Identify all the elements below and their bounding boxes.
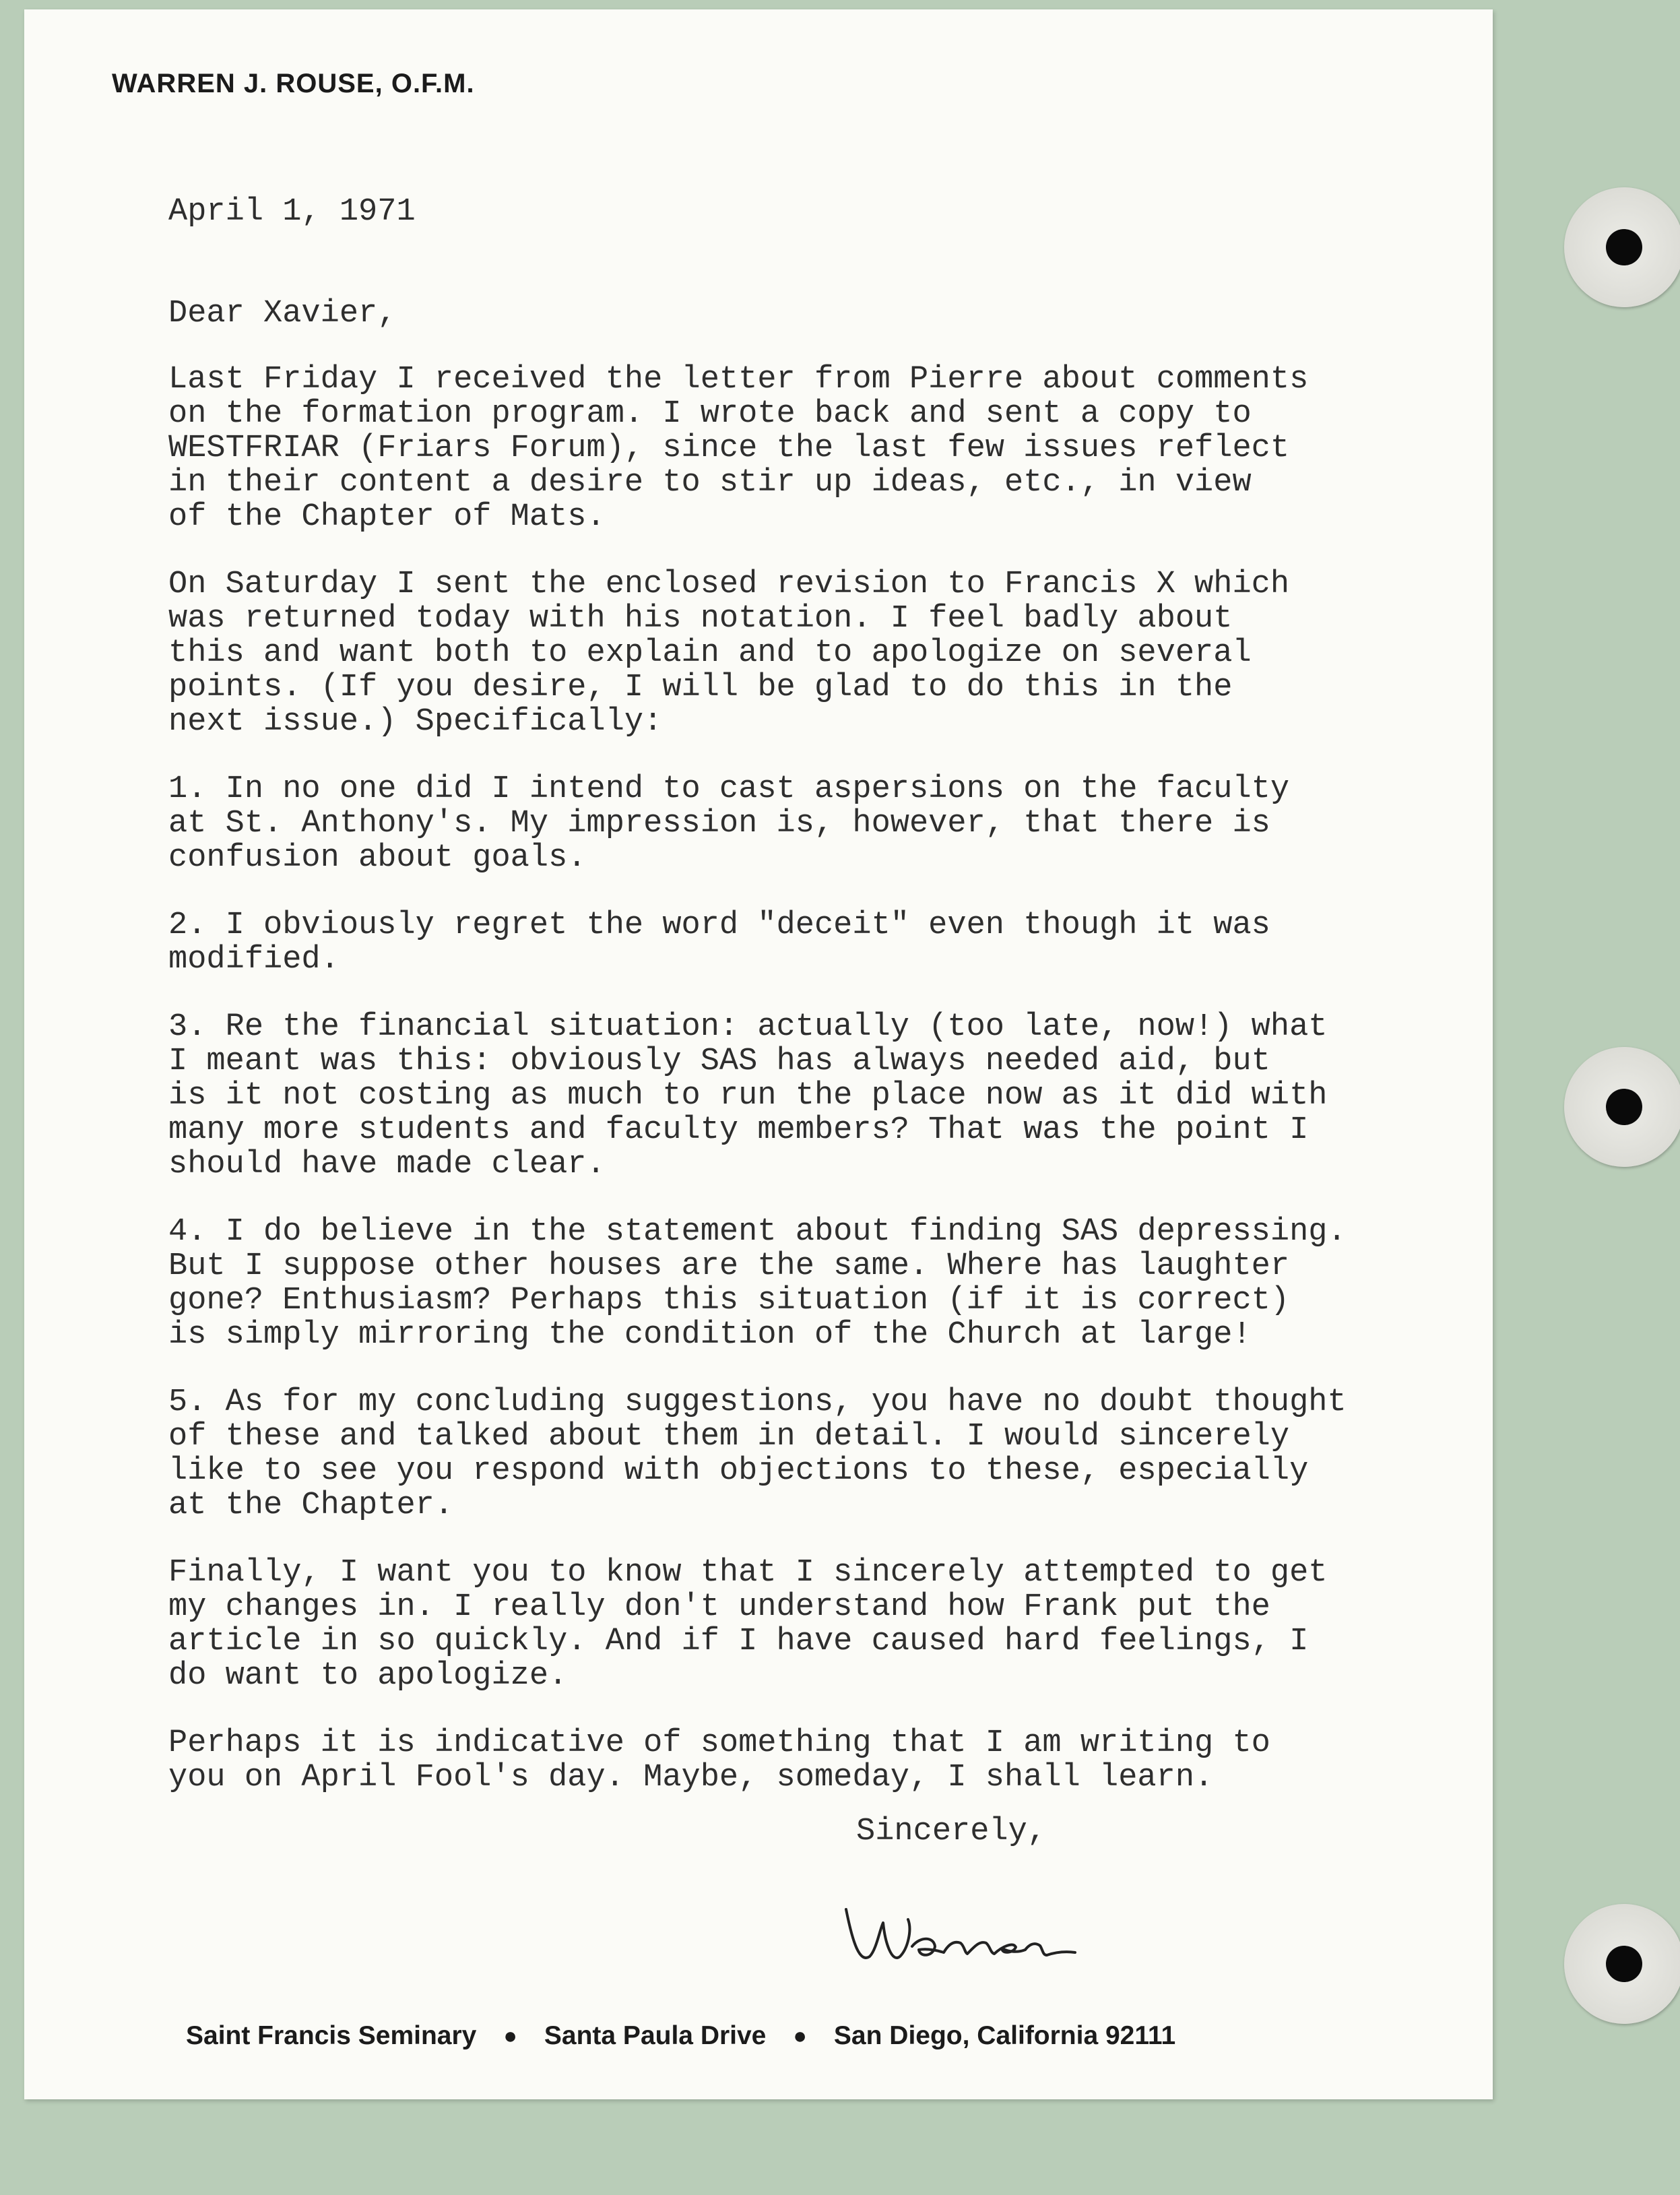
footer-institution: Saint Francis Seminary [186, 2021, 477, 2050]
letterhead-footer [186, 2021, 1398, 2051]
letter-body [168, 195, 1482, 1828]
letterhead-name: WARREN J. ROUSE, O.F.M. [112, 69, 475, 98]
letter-page [24, 9, 1493, 2099]
paragraph: 5. As for my concluding suggestions, you have no doubt thought of these and talked about them in detail. I would sincerely like to see you respond with objections to these, especially at the Chapter. [168, 1385, 1347, 1523]
paragraph: 2. I obviously regret the word "deceit" even though it was modified. [168, 908, 1270, 978]
paragraph: Finally, I want you to know that I sincerely attempted to get my changes in. I really don't understand how Frank put the article in so quickly. And if I have caused hard feelings, I do want to apologize. [168, 1555, 1328, 1694]
footer-city: San Diego, California 92111 [833, 2021, 1176, 2050]
paragraph: Perhaps it is indicative of something that I am writing to you on April Fool's day. Maybe, someday, I shall learn. [168, 1725, 1270, 1795]
binder-hole [1564, 1047, 1680, 1167]
paragraph: 4. I do believe in the statement about finding SAS depressing. But I suppose other houses are the same. Where has laughter gone? Enthusiasm? Perhaps this situation (if it is correct) is simply mirroring the condition of the Church at large! [168, 1214, 1347, 1353]
signature-handwriting [833, 1882, 1089, 1977]
paragraph: 1. In no one did I intend to cast aspersions on the faculty at St. Anthony's. My impression is, however, that there is confusion about goals. [168, 771, 1290, 876]
salutation: Dear Xavier, [168, 296, 397, 331]
footer-street: Santa Paula Drive [544, 2021, 767, 2050]
closing: Sincerely, [856, 1814, 1047, 1849]
paragraph: Last Friday I received the letter from Pierre about comments on the formation program. I wrote back and sent a copy to WESTFRIAR (Friars Forum), since the last few issues reflect in their content a desire to stir up ideas, etc., in view of the Chapter of Mats. [168, 362, 1309, 535]
binder-hole [1564, 187, 1680, 307]
paragraph: 3. Re the financial situation: actually (too late, now!) what I meant was this: obviously SAS has always needed aid, but is it not costing as much to run the place now as it did with many more students and faculty members? That was the point I should have made clear. [168, 1009, 1328, 1182]
letter-date: April 1, 1971 [168, 194, 416, 230]
paragraph: On Saturday I sent the enclosed revision to Francis X which was returned today with his notation. I feel badly about this and want both to explain and to apologize on several points. (If you desire, I will be glad to do this in the next issue.) Specifically: [168, 567, 1290, 740]
bullet-separator: ● [793, 2023, 807, 2049]
binder-hole [1564, 1904, 1680, 2024]
bullet-separator: ● [503, 2023, 517, 2049]
signature [833, 1882, 1089, 1977]
